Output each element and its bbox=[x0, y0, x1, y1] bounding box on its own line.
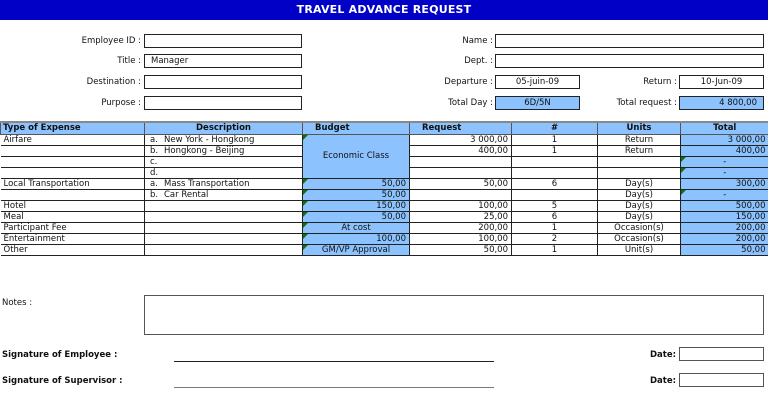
budget-cell: 50,00 bbox=[303, 189, 410, 200]
request-cell[interactable]: 200,00 bbox=[410, 222, 512, 233]
table-row bbox=[1, 178, 768, 189]
expense-description[interactable]: b. Car Rental bbox=[145, 189, 303, 200]
request-cell[interactable] bbox=[410, 189, 512, 200]
units-cell: Day(s) bbox=[598, 178, 681, 189]
budget-cell: 150,00 bbox=[303, 200, 410, 211]
table-row bbox=[1, 211, 768, 222]
col-header-description: Description bbox=[145, 122, 303, 134]
notes-field[interactable] bbox=[144, 295, 764, 335]
request-cell[interactable]: 50,00 bbox=[410, 244, 512, 255]
total-cell: - bbox=[681, 167, 768, 178]
expense-description[interactable] bbox=[145, 233, 303, 244]
col-header-request: Request bbox=[410, 122, 512, 134]
col-header-total: Total bbox=[681, 122, 768, 134]
table-row bbox=[1, 233, 768, 244]
expense-type: Meal bbox=[1, 211, 145, 222]
units-cell: Return bbox=[598, 145, 681, 156]
form-title: TRAVEL ADVANCE REQUEST bbox=[0, 0, 768, 20]
expense-type: Entertainment bbox=[1, 233, 145, 244]
units-cell: Occasion(s) bbox=[598, 222, 681, 233]
total-request-field: 4 800,00 bbox=[679, 96, 764, 110]
count-cell[interactable]: 1 bbox=[512, 145, 598, 156]
departure-field[interactable]: 05-juin-09 bbox=[495, 75, 580, 89]
expense-type: Airfare bbox=[1, 134, 145, 145]
purpose-label: Purpose : bbox=[101, 98, 141, 108]
col-header-units: Units bbox=[598, 122, 681, 134]
expense-type bbox=[1, 189, 145, 200]
expense-type: Local Transportation bbox=[1, 178, 145, 189]
employee-date-label: Date: bbox=[649, 350, 676, 360]
request-cell[interactable]: 100,00 bbox=[410, 200, 512, 211]
table-row bbox=[1, 222, 768, 233]
expense-type bbox=[1, 156, 145, 167]
count-cell[interactable]: 5 bbox=[512, 200, 598, 211]
request-cell[interactable]: 400,00 bbox=[410, 145, 512, 156]
expense-type bbox=[1, 145, 145, 156]
purpose-field[interactable] bbox=[144, 96, 302, 110]
table-row bbox=[1, 134, 768, 145]
total-cell: 300,00 bbox=[681, 178, 768, 189]
title-field[interactable]: Manager bbox=[144, 54, 302, 68]
units-cell bbox=[598, 156, 681, 167]
employee-id-label: Employee ID : bbox=[81, 36, 141, 46]
dept-field[interactable] bbox=[495, 54, 764, 68]
expense-description[interactable]: b. Hongkong - Beijing bbox=[145, 145, 303, 156]
units-cell: Day(s) bbox=[598, 189, 681, 200]
count-cell[interactable] bbox=[512, 189, 598, 200]
table-row bbox=[1, 189, 768, 200]
supervisor-signature-line[interactable] bbox=[174, 387, 494, 388]
total-request-label: Total request : bbox=[616, 98, 677, 108]
request-cell[interactable] bbox=[410, 156, 512, 167]
expense-description[interactable]: a. New York - Hongkong bbox=[145, 134, 303, 145]
table-row bbox=[1, 244, 768, 255]
count-cell[interactable] bbox=[512, 167, 598, 178]
total-cell: 3 000,00 bbox=[681, 134, 768, 145]
budget-cell: Economic Class bbox=[303, 134, 410, 178]
request-cell[interactable]: 100,00 bbox=[410, 233, 512, 244]
total-cell: 150,00 bbox=[681, 211, 768, 222]
col-header-count: # bbox=[512, 122, 598, 134]
expense-table bbox=[0, 121, 768, 256]
budget-cell: 50,00 bbox=[303, 178, 410, 189]
total-cell: 200,00 bbox=[681, 233, 768, 244]
title-label: Title : bbox=[117, 56, 141, 66]
supervisor-date-field[interactable] bbox=[679, 373, 764, 387]
expense-type: Participant Fee bbox=[1, 222, 145, 233]
employee-id-field[interactable] bbox=[144, 34, 302, 48]
dept-label: Dept. : bbox=[464, 56, 493, 66]
expense-type bbox=[1, 167, 145, 178]
employee-date-field[interactable] bbox=[679, 347, 764, 361]
destination-field[interactable] bbox=[144, 75, 302, 89]
return-field[interactable]: 10-Jun-09 bbox=[679, 75, 764, 89]
expense-description[interactable] bbox=[145, 222, 303, 233]
total-cell: 200,00 bbox=[681, 222, 768, 233]
destination-label: Destination : bbox=[86, 77, 141, 87]
budget-cell: GM/VP Approval bbox=[303, 244, 410, 255]
total-cell: - bbox=[681, 156, 768, 167]
total-cell: - bbox=[681, 189, 768, 200]
count-cell[interactable]: 1 bbox=[512, 244, 598, 255]
request-cell[interactable]: 25,00 bbox=[410, 211, 512, 222]
count-cell[interactable]: 1 bbox=[512, 134, 598, 145]
budget-cell: 50,00 bbox=[303, 211, 410, 222]
expense-description[interactable]: c. bbox=[145, 156, 303, 167]
budget-cell: At cost bbox=[303, 222, 410, 233]
units-cell: Return bbox=[598, 134, 681, 145]
units-cell: Occasion(s) bbox=[598, 233, 681, 244]
units-cell: Day(s) bbox=[598, 211, 681, 222]
count-cell[interactable]: 2 bbox=[512, 233, 598, 244]
notes-label: Notes : bbox=[2, 298, 33, 308]
expense-type: Other bbox=[1, 244, 145, 255]
units-cell: Unit(s) bbox=[598, 244, 681, 255]
request-cell[interactable] bbox=[410, 167, 512, 178]
name-label: Name : bbox=[462, 36, 493, 46]
count-cell[interactable]: 6 bbox=[512, 178, 598, 189]
expense-description[interactable] bbox=[145, 200, 303, 211]
count-cell[interactable]: 6 bbox=[512, 211, 598, 222]
units-cell: Day(s) bbox=[598, 200, 681, 211]
request-cell[interactable]: 50,00 bbox=[410, 178, 512, 189]
total-day-field: 6D/5N bbox=[495, 96, 580, 110]
total-cell: 500,00 bbox=[681, 200, 768, 211]
supervisor-signature-label: Signature of Supervisor : bbox=[2, 376, 123, 386]
expense-description[interactable]: d. bbox=[145, 167, 303, 178]
table-header-row bbox=[1, 122, 768, 134]
departure-label: Departure : bbox=[444, 77, 493, 87]
expense-description[interactable] bbox=[145, 211, 303, 222]
total-cell: 400,00 bbox=[681, 145, 768, 156]
supervisor-date-label: Date: bbox=[649, 376, 676, 386]
total-cell: 50,00 bbox=[681, 244, 768, 255]
count-cell[interactable]: 1 bbox=[512, 222, 598, 233]
expense-description[interactable] bbox=[145, 244, 303, 255]
total-day-label: Total Day : bbox=[448, 98, 493, 108]
employee-signature-line[interactable] bbox=[174, 361, 494, 362]
col-header-type: Type of Expense bbox=[1, 122, 145, 134]
expense-description[interactable]: a. Mass Transportation bbox=[145, 178, 303, 189]
return-label: Return : bbox=[643, 77, 677, 87]
table-row bbox=[1, 200, 768, 211]
employee-signature-label: Signature of Employee : bbox=[2, 350, 118, 360]
budget-cell: 100,00 bbox=[303, 233, 410, 244]
units-cell bbox=[598, 167, 681, 178]
expense-type: Hotel bbox=[1, 200, 145, 211]
request-cell[interactable]: 3 000,00 bbox=[410, 134, 512, 145]
col-header-budget: Budget bbox=[303, 122, 410, 134]
count-cell[interactable] bbox=[512, 156, 598, 167]
name-field[interactable] bbox=[495, 34, 764, 48]
